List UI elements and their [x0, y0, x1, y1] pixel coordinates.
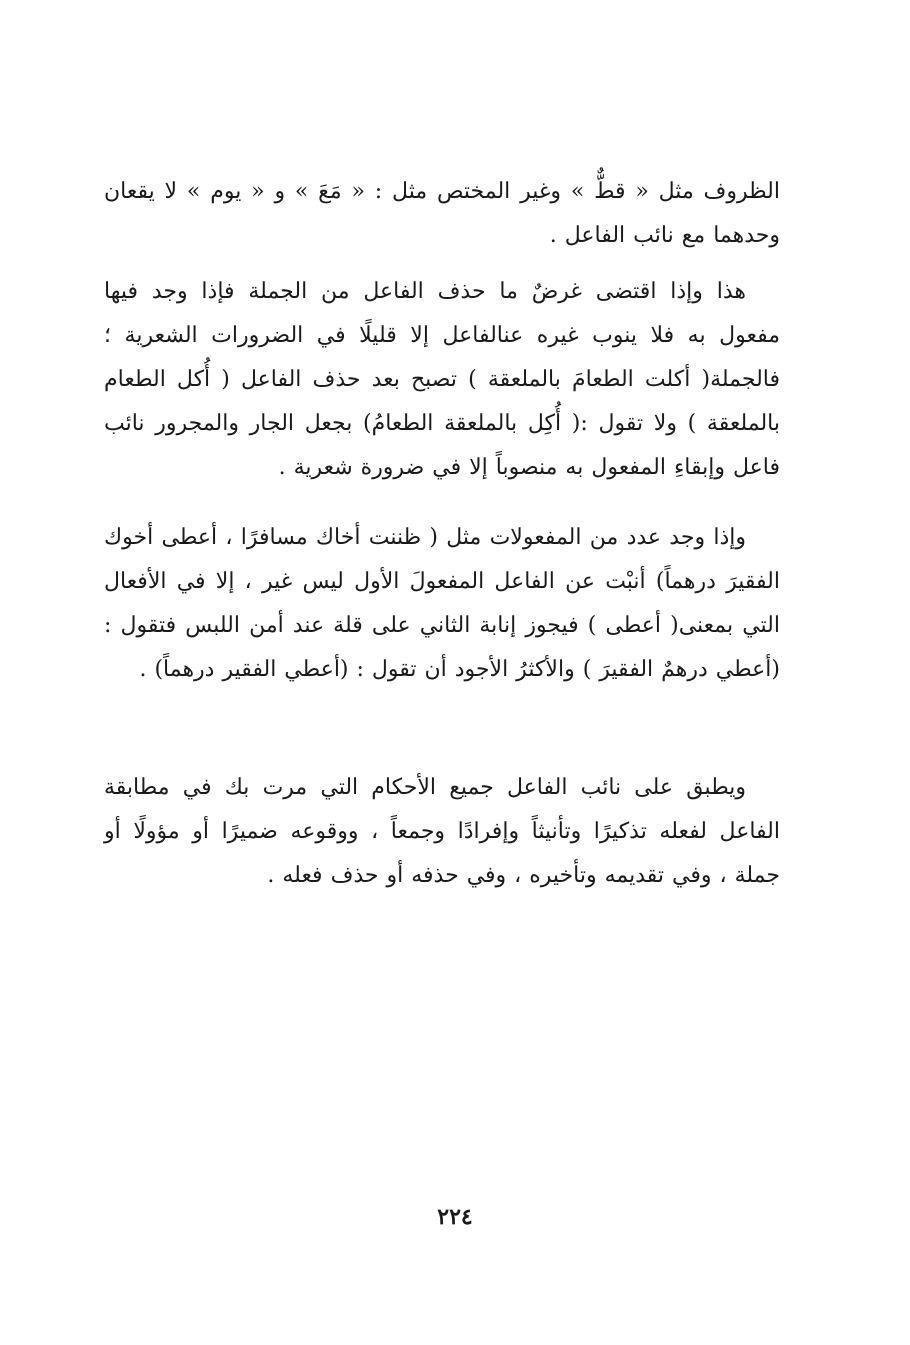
paragraph-4	[104, 766, 780, 898]
paragraph-3	[104, 516, 780, 692]
paragraph-3-text: وإذا وجد عدد من المفعولات مثل ( ظننت أخاك مسافرًا ، أعطى أخوك الفقيرَ درهماً) أنبْت عن الفاعل المفعولَ الأول ليس غير ، إلا في الأفعال التي بمعنى( أعطى ) فيجوز إنابة الثاني على قلة عند أمن اللبس فتقول : (أعطي درهمٌ الفقيرَ ) والأكثرُ الأجود أن تقول : (أعطي الفقير درهماً) .	[104, 525, 780, 682]
paragraph-4-text: ويطبق على نائب الفاعل جميع الأحكام التي مرت بك في مطابقة الفاعل لفعله تذكيرًا وتأنيثاً وإفرادًا وجمعاً ، ووقوعه ضميرًا أو مؤولًا أو جملة ، وفي تقديمه وتأخيره ، وفي حذفه أو حذف فعله .	[104, 775, 780, 888]
paragraph-1-text: الظروف مثل « قطٌّ » وغير المختص مثل : « مَعَ » و « يوم » لا يقعان وحدهما مع نائب الفاعل .	[104, 179, 780, 248]
paragraph-1	[104, 170, 780, 258]
paragraph-2-text: هذا وإذا اقتضى غرضٌ ما حذف الفاعل من الجملة فإذا وجد فيها مفعول به فلا ينوب غيره عنالفاعل إلا قليلًا في الضرورات الشعرية ؛ فالجملة( أكلت الطعامَ بالملعقة ) تصبح بعد حذف الفاعل ( أُكل الطعام بالملعقة ) ولا تقول :( أُكِل بالملعقة الطعامُ) بجعل الجار والمجرور نائب فاعل وإبقاءِ المفعول به منصوباً إلا في ضرورة شعرية .	[104, 279, 780, 480]
page-number: ٢٢٤	[437, 1204, 473, 1230]
paragraph-2	[104, 270, 780, 490]
